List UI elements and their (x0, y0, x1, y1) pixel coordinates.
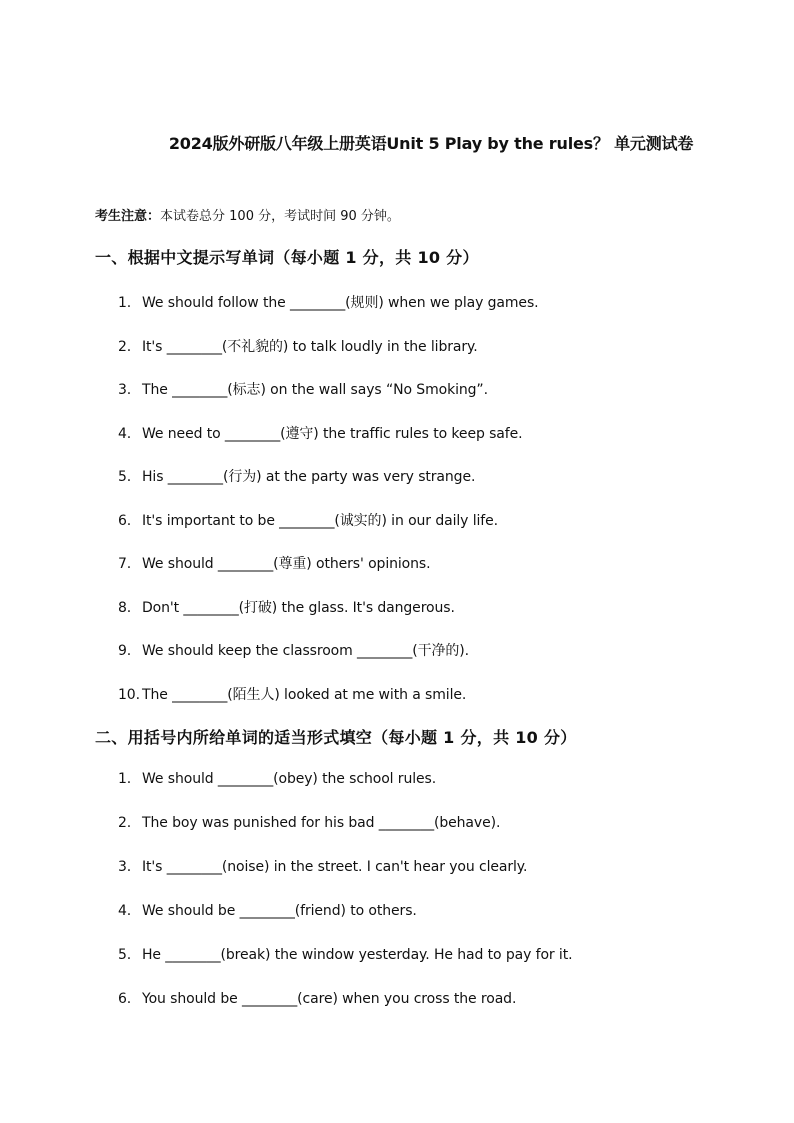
question-item (118, 553, 430, 573)
question-item (118, 684, 466, 704)
question-number: 8. (118, 600, 132, 616)
question-text: We should ________(obey) the school rules. (142, 771, 437, 787)
question-item (118, 423, 522, 443)
question-text: We need to ________(遵守) the traffic rules to keep safe. (142, 426, 523, 442)
question-item (118, 466, 475, 486)
page-title: 2024版外研版八年级上册英语Unit 5 Play by the rules？ 单元测试卷 (168, 134, 694, 153)
question-item (118, 597, 455, 617)
question-text: You should be ________(care) when you cross the road. (142, 991, 517, 1007)
section-1-heading: 一、根据中文提示写单词（每小题 1 分，共 10 分） (95, 248, 479, 267)
question-number: 9. (118, 643, 132, 659)
question-item (118, 336, 478, 356)
question-text: Don't ________(打破) the glass. It's dangerous. (142, 600, 455, 616)
question-number: 4. (118, 426, 132, 442)
notice-text: 本试卷总分 100 分，考试时间 90 分钟。 (160, 209, 400, 224)
question-item (118, 379, 488, 399)
question-number: 6. (118, 513, 132, 529)
question-text: He ________(break) the window yesterday. He had to pay for it. (142, 947, 573, 963)
question-item (118, 292, 538, 312)
question-number: 2. (118, 815, 132, 831)
question-item (118, 771, 436, 787)
question-item (118, 947, 572, 963)
question-number: 1. (118, 295, 132, 311)
question-text: It's ________(不礼貌的) to talk loudly in the library. (142, 339, 478, 355)
question-text: We should ________(尊重) others' opinions. (142, 556, 431, 572)
question-text: It's ________(noise) in the street. I can't hear you clearly. (142, 859, 528, 875)
question-number: 5. (118, 469, 132, 485)
question-text: We should be ________(friend) to others. (142, 903, 417, 919)
question-text: It's important to be ________(诚实的) in our daily life. (142, 513, 498, 529)
question-number: 7. (118, 556, 132, 572)
question-number: 5. (118, 947, 132, 963)
question-text: We should keep the classroom ________(干净的). (142, 643, 470, 659)
question-number: 4. (118, 903, 132, 919)
question-number: 1. (118, 771, 132, 787)
question-item (118, 510, 498, 530)
question-number: 3. (118, 382, 132, 398)
question-item (118, 903, 417, 919)
question-item (118, 859, 527, 875)
question-text: The ________(陌生人) looked at me with a smile. (142, 687, 467, 703)
question-text: The ________(标志) on the wall says “No Smoking”. (142, 382, 488, 398)
question-number: 3. (118, 859, 132, 875)
section-2-heading: 二、用括号内所给单词的适当形式填空（每小题 1 分，共 10 分） (95, 728, 577, 747)
question-text: His ________(行为) at the party was very strange. (142, 469, 476, 485)
question-text: We should follow the ________(规则) when we play games. (142, 295, 539, 311)
exam-notice (95, 205, 400, 224)
question-number: 6. (118, 991, 132, 1007)
notice-label: 考生注意： (95, 209, 161, 224)
question-item (118, 991, 516, 1007)
question-item (118, 640, 469, 660)
question-item (118, 815, 500, 831)
question-number: 10. (118, 687, 140, 703)
question-number: 2. (118, 339, 132, 355)
question-text: The boy was punished for his bad ________(behave). (142, 815, 501, 831)
